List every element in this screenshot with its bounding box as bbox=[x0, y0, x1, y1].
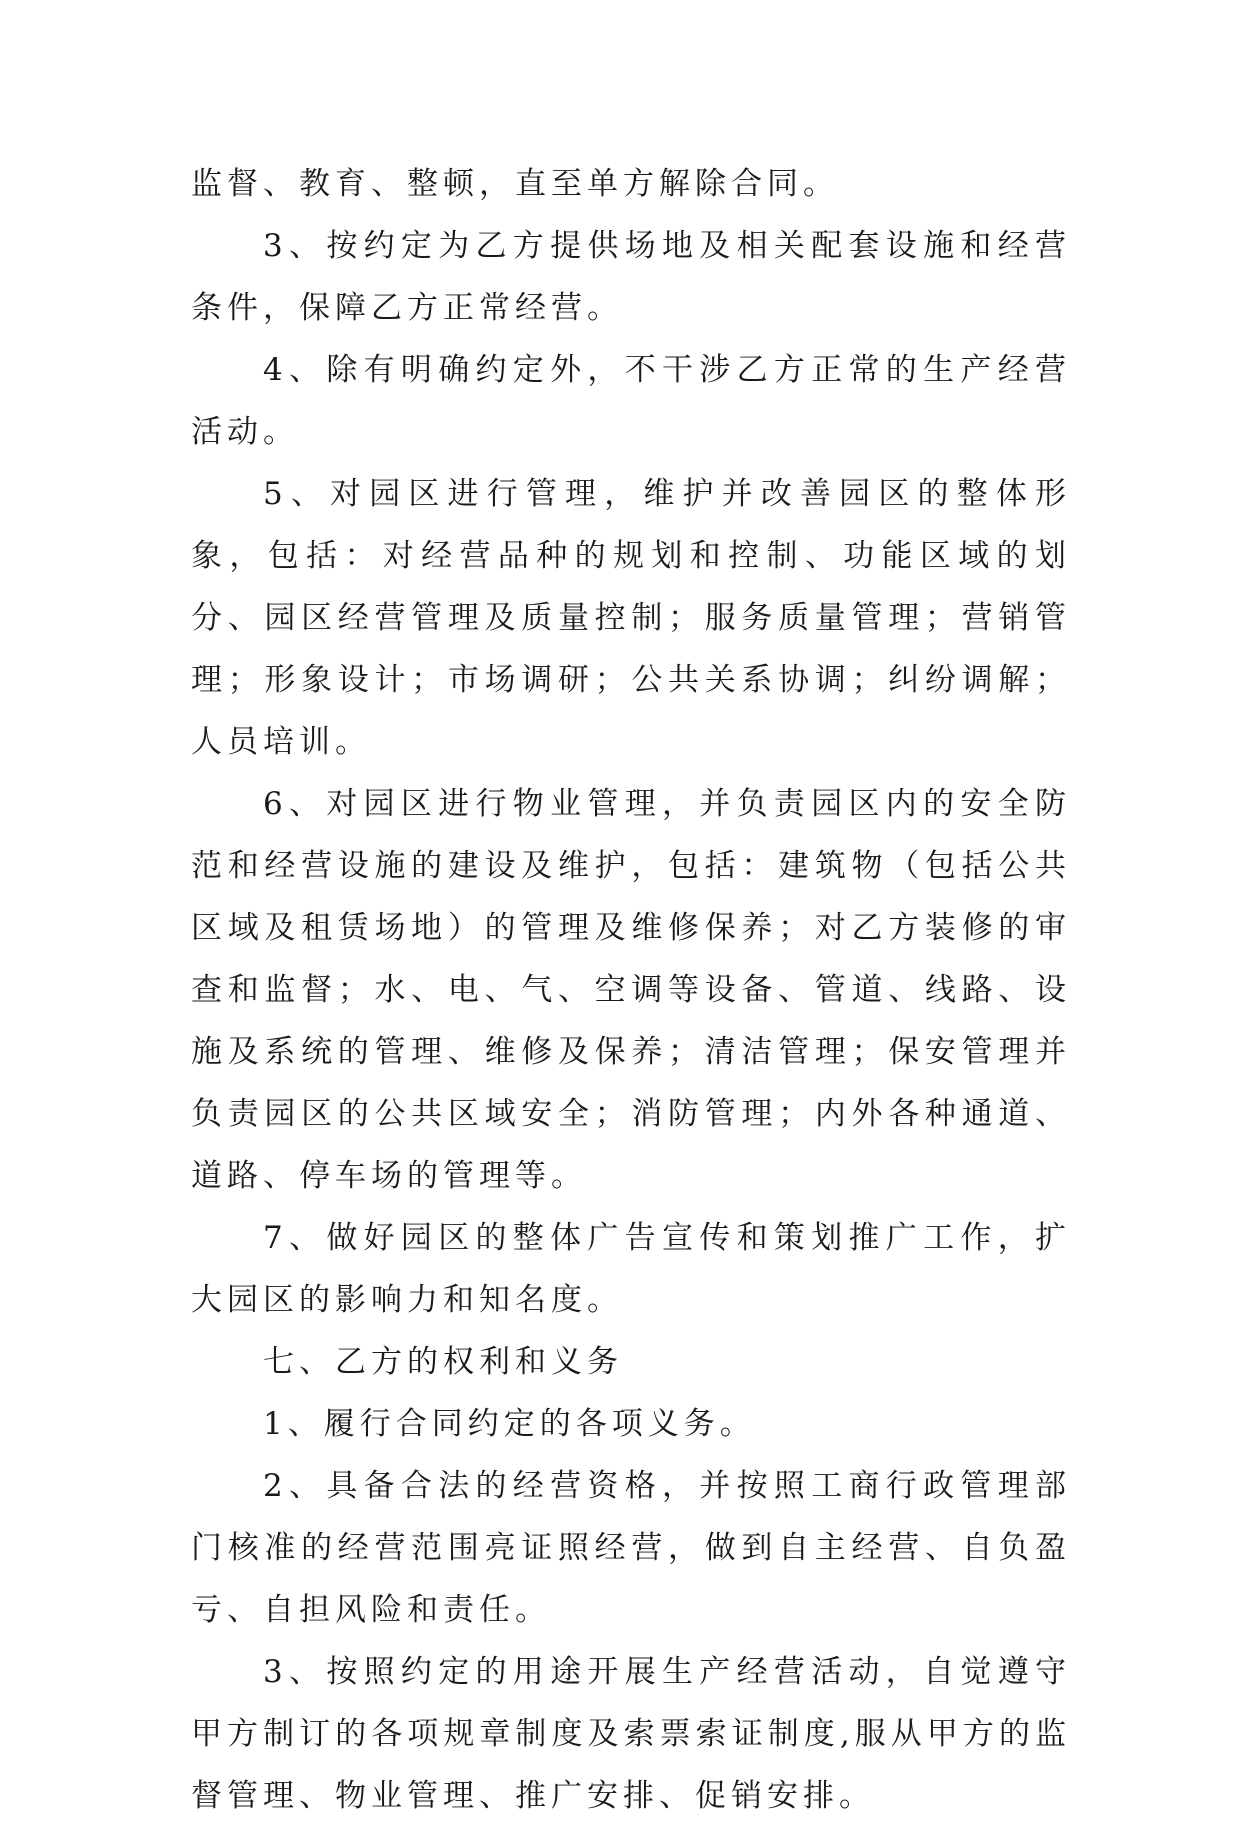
paragraph-b-item-3: 3、按照约定的用途开展生产经营活动，自觉遵守甲方制订的各项规章制度及索票索证制度,服从甲方的监督管理、物业管理、推广安排、促销安排。 bbox=[191, 1654, 1071, 1814]
paragraph-item-3-site-provision: 3、按约定为乙方提供场地及相关配套设施和经营条件，保障乙方正常经营。 bbox=[191, 228, 1071, 326]
section-heading-party-b-rights: 七、乙方的权利和义务 bbox=[263, 1344, 623, 1380]
paragraph-continuation: 监督、教育、整顿，直至单方解除合同。 bbox=[191, 166, 839, 202]
paragraph-b-item-1: 1、履行合同约定的各项义务。 bbox=[263, 1406, 756, 1442]
paragraph-item-6-property-management: 6、对园区进行物业管理，并负责园区内的安全防范和经营设施的建设及维护，包括：建筑物（包括公共区域及租赁场地）的管理及维修保养；对乙方装修的审查和监督；水、电、气、空调等设备、管道、线路、设施及系统的管理、维修及保养；清洁管理；保安管理并负责园区的公共区域安全；消防管理；内外各种通道、道路、停车场的管理等。 bbox=[191, 786, 1071, 1194]
paragraph-item-4-non-interference: 4、除有明确约定外，不干涉乙方正常的生产经营活动。 bbox=[191, 352, 1071, 450]
paragraph-item-5-park-management: 5、对园区进行管理，维护并改善园区的整体形象，包括：对经营品种的规划和控制、功能区域的划分、园区经营管理及质量控制；服务质量管理；营销管理；形象设计；市场调研；公共关系协调；纠纷调解；人员培训。 bbox=[191, 476, 1071, 760]
document-body bbox=[191, 153, 1071, 1827]
paragraph-item-7-promotion: 7、做好园区的整体广告宣传和策划推广工作，扩大园区的影响力和知名度。 bbox=[191, 1220, 1071, 1318]
paragraph-b-item-2: 2、具备合法的经营资格，并按照工商行政管理部门核准的经营范围亮证照经营，做到自主经营、自负盈亏、自担风险和责任。 bbox=[191, 1468, 1071, 1628]
